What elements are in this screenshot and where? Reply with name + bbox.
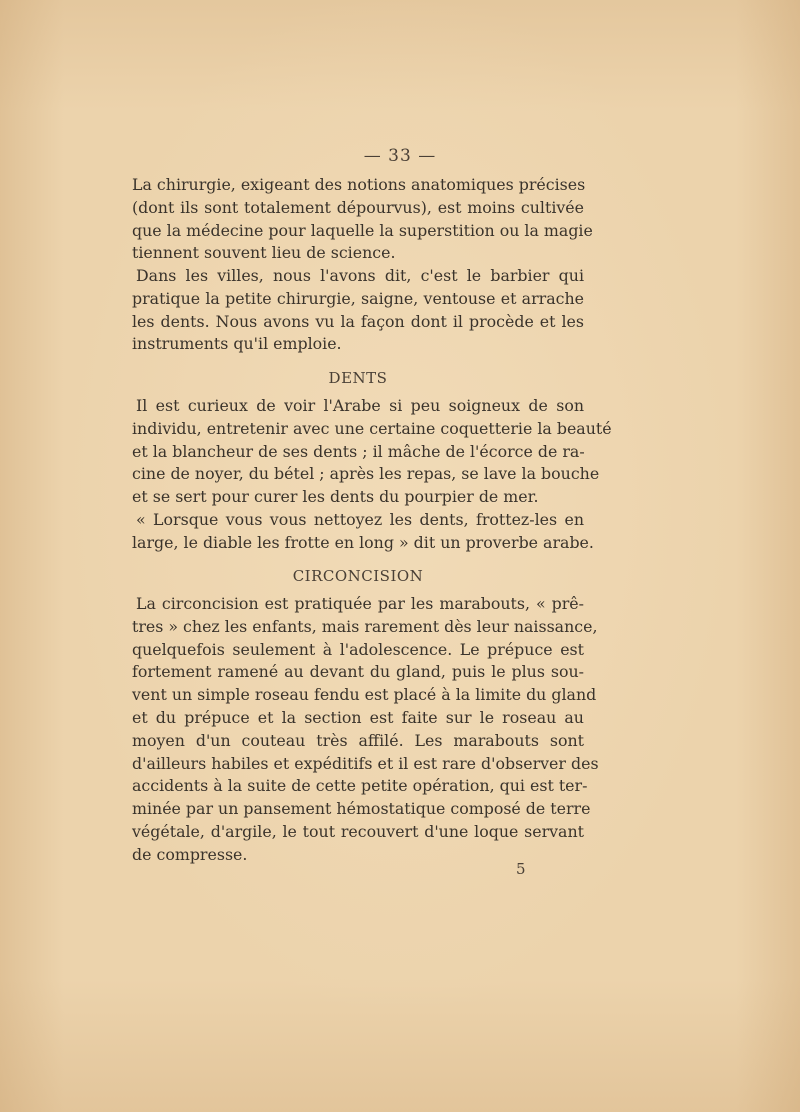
text-line: Il est curieux de voir l'Arabe si peu soigneux de son [136, 396, 584, 415]
paragraph-proverb [132, 509, 594, 555]
signature-mark: 5 [516, 860, 526, 878]
text-line: minée par un pansement hémostatique composé de terre [132, 799, 591, 819]
text-line: La circoncision est pratiquée par les marabouts, « prê- [136, 594, 584, 613]
page-number: — 33 — [363, 146, 437, 166]
text-line: large, le diable les frotte en long » dit un proverbe arabe. [132, 532, 594, 552]
text-line: de compresse. [132, 844, 248, 864]
text-line: « Lorsque vous vous nettoyez les dents, frottez-les en [136, 510, 584, 529]
text-line: accidents à la suite de cette petite opération, qui est ter- [132, 776, 588, 796]
text-line: que la médecine pour laquelle la superstition ou la magie [132, 220, 593, 240]
paragraph-circumcision [132, 593, 599, 867]
text-line: vent un simple roseau fendu est placé à la limite du gland [132, 685, 597, 705]
text-line: et du prépuce et la section est faite sur le roseau au [132, 707, 584, 727]
section-heading-circoncision: CIRCONCISION [292, 567, 424, 585]
text-line: cine de noyer, du bétel ; après les repas, se lave la bouche [132, 464, 600, 484]
text-line: tres » chez les enfants, mais rarement dès leur naissance, [132, 616, 598, 636]
text-line: quelquefois seulement à l'adolescence. Le prépuce est [132, 639, 584, 659]
text-line: (dont ils sont totalement dépourvus), est moins cultivée [132, 197, 584, 217]
text-line: les dents. Nous avons vu la façon dont il procède et les [132, 311, 584, 331]
text-line: fortement ramené au devant du gland, puis le plus sou- [132, 662, 584, 682]
text-line: instruments qu'il emploie. [132, 334, 342, 354]
paragraph-teeth [132, 395, 612, 509]
text-line: et la blancheur de ses dents ; il mâche de l'écorce de ra- [132, 441, 585, 461]
text-line: individu, entretenir avec une certaine coquetterie la beauté [132, 418, 612, 438]
text-line: tiennent souvent lieu de science. [132, 243, 396, 263]
text-line: et se sert pour curer les dents du pourpier de mer. [132, 487, 539, 507]
text-line: végétale, d'argile, le tout recouvert d'une loque servant [132, 821, 584, 841]
text-line: moyen d'un couteau très affilé. Les marabouts sont [132, 730, 584, 750]
paragraph-barber [132, 265, 584, 356]
paragraph-surgery [132, 174, 593, 265]
text-line: d'ailleurs habiles et expéditifs et il est rare d'observer des [132, 753, 599, 773]
text-line: pratique la petite chirurgie, saigne, ventouse et arrache [132, 288, 584, 308]
section-heading-dents: DENTS [328, 369, 388, 387]
text-line: La chirurgie, exigeant des notions anatomiques précises [132, 175, 586, 194]
text-line: Dans les villes, nous l'avons dit, c'est le barbier qui [136, 266, 584, 285]
